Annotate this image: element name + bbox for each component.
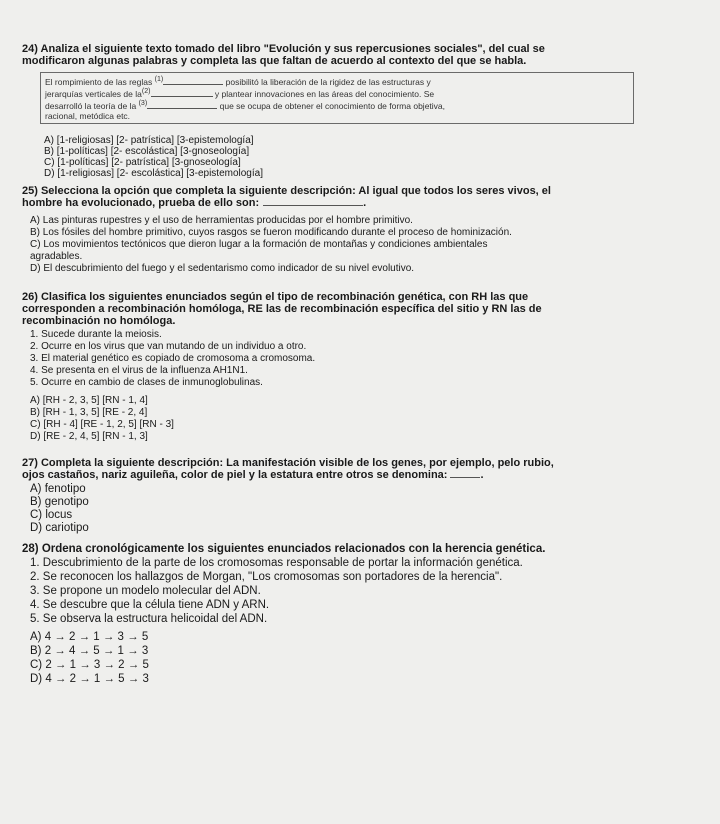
q24-title-line-1: 24) Analiza el siguiente texto tomado del libro "Evolución y sus repercusiones sociales", del cual se [22, 43, 545, 55]
q24-box-line-2: jerarquías verticales de $la^{(2)}$ y plantear innovaciones en las áreas del conocimiento. Se [45, 87, 435, 99]
q24-box-line-4: racional, metódica etc. [45, 111, 131, 121]
q24-box-line-3: desarrolló la teoría de la $^{(3)}$ que se ocupa de obtener el conocimiento de forma objetiva, [45, 99, 446, 111]
q25-title-line-2: hombre ha evolucionado, prueba de ello son: . [22, 197, 367, 209]
q24-option-d[interactable]: D) [1-religiosas] [2- escolástica] [3-epistemología] [44, 168, 263, 179]
q27-option-a[interactable]: A) fenotipo [30, 483, 86, 495]
q25-option-d[interactable]: D) El descubrimiento del fuego y el sedentarismo como indicador de su nivel evolutivo. [30, 263, 415, 274]
q28-option-b[interactable]: B) 2 → 4 → 5 → 1 → 3 [30, 645, 149, 657]
q28-item-4: 4. Se descubre que la célula tiene ADN y ARN. [30, 599, 270, 611]
q27-option-d[interactable]: D) cariotipo [30, 522, 89, 534]
q28-item-5: 5. Se observa la estructura helicoidal del ADN. [30, 613, 268, 625]
q28-option-c[interactable]: C) 2 → 1 → 3 → 2 → 5 [30, 659, 149, 671]
q26-item-3: 3. El material genético es copiado de cromosoma a cromosoma. [30, 353, 316, 364]
q24-box-line-1: El rompimiento de las reglas $^{(1)}$ posibilitó la liberación de la rigidez de las estructuras y [45, 75, 431, 87]
q26-title-line-2: corresponden a recombinación homóloga, RE las de recombinación específica del sitio y RN las de [22, 303, 542, 315]
q25-option-a[interactable]: A) Las pinturas rupestres y el uso de herramientas producidas por el hombre primitivo. [30, 215, 413, 226]
q24-text-box [40, 72, 634, 124]
q25-option-c[interactable]: C) Los movimientos tectónicos que dieron lugar a la formación de montañas y condiciones ambientales [30, 239, 488, 250]
q25-option-c-continued: agradables. [30, 251, 83, 262]
q26-option-b[interactable]: B) [RH - 1, 3, 5] [RE - 2, 4] [30, 407, 148, 418]
q26-option-d[interactable]: D) [RE - 2, 4, 5] [RN - 1, 3] [30, 431, 148, 442]
q28-item-1: 1. Descubrimiento de la parte de los cromosomas responsable de portar la información genética. [30, 557, 523, 569]
q26-option-a[interactable]: A) [RH - 2, 3, 5] [RN - 1, 4] [30, 395, 148, 406]
q24-option-c[interactable]: C) [1-políticas] [2- patrística] [3-gnoseología] [44, 157, 241, 168]
q28-option-a[interactable]: A) 4 → 2 → 1 → 3 → 5 [30, 631, 149, 643]
q25-title-line-1: 25) Selecciona la opción que completa la siguiente descripción: Al igual que todos los seres vivos, el [22, 185, 551, 197]
q27-title-line-2: ojos castaños, nariz aguileña, color de piel y la estatura entre otros se denomina: . [22, 469, 484, 481]
q26-item-5: 5. Ocurre en cambio de clases de inmunoglobulinas. [30, 377, 263, 388]
q27-title-line-1: 27) Completa la siguiente descripción: La manifestación visible de los genes, por ejemplo, pelo rubio, [22, 457, 554, 469]
q28-option-d[interactable]: D) 4 → 2 → 1 → 5 → 3 [30, 673, 149, 685]
q26-title-line-3: recombinación no homóloga. [22, 315, 176, 327]
q24-option-a[interactable]: A) [1-religiosas] [2- patrística] [3-epistemología] [44, 135, 254, 146]
q26-item-1: 1. Sucede durante la meiosis. [30, 329, 162, 340]
q26-option-c[interactable]: C) [RH - 4] [RE - 1, 2, 5] [RN - 3] [30, 419, 174, 430]
q28-item-3: 3. Se propone un modelo molecular del ADN. [30, 585, 261, 597]
q26-item-4: 4. Se presenta en el virus de la influenza AH1N1. [30, 365, 248, 376]
q26-item-2: 2. Ocurre en los virus que van mutando de un individuo a otro. [30, 341, 307, 352]
q28-item-2: 2. Se reconocen los hallazgos de Morgan, "Los cromosomas son portadores de la herencia". [30, 571, 503, 583]
q24-title-line-2: modificaron algunas palabras y completa las que faltan de acuerdo al contexto del que se habla. [22, 55, 527, 67]
q27-option-c[interactable]: C) locus [30, 509, 73, 521]
q26-title-line-1: 26) Clasifica los siguientes enunciados según el tipo de recombinación genética, con RH las que [22, 291, 529, 303]
q24-option-b[interactable]: B) [1-políticas] [2- escolástica] [3-gnoseología] [44, 146, 250, 157]
q27-option-b[interactable]: B) genotipo [30, 496, 89, 508]
q25-option-b[interactable]: B) Los fósiles del hombre primitivo, cuyos rasgos se fueron modificando durante el proceso de hominización. [30, 227, 512, 238]
q28-title: 28) Ordena cronológicamente los siguientes enunciados relacionados con la herencia genética. [22, 543, 546, 555]
